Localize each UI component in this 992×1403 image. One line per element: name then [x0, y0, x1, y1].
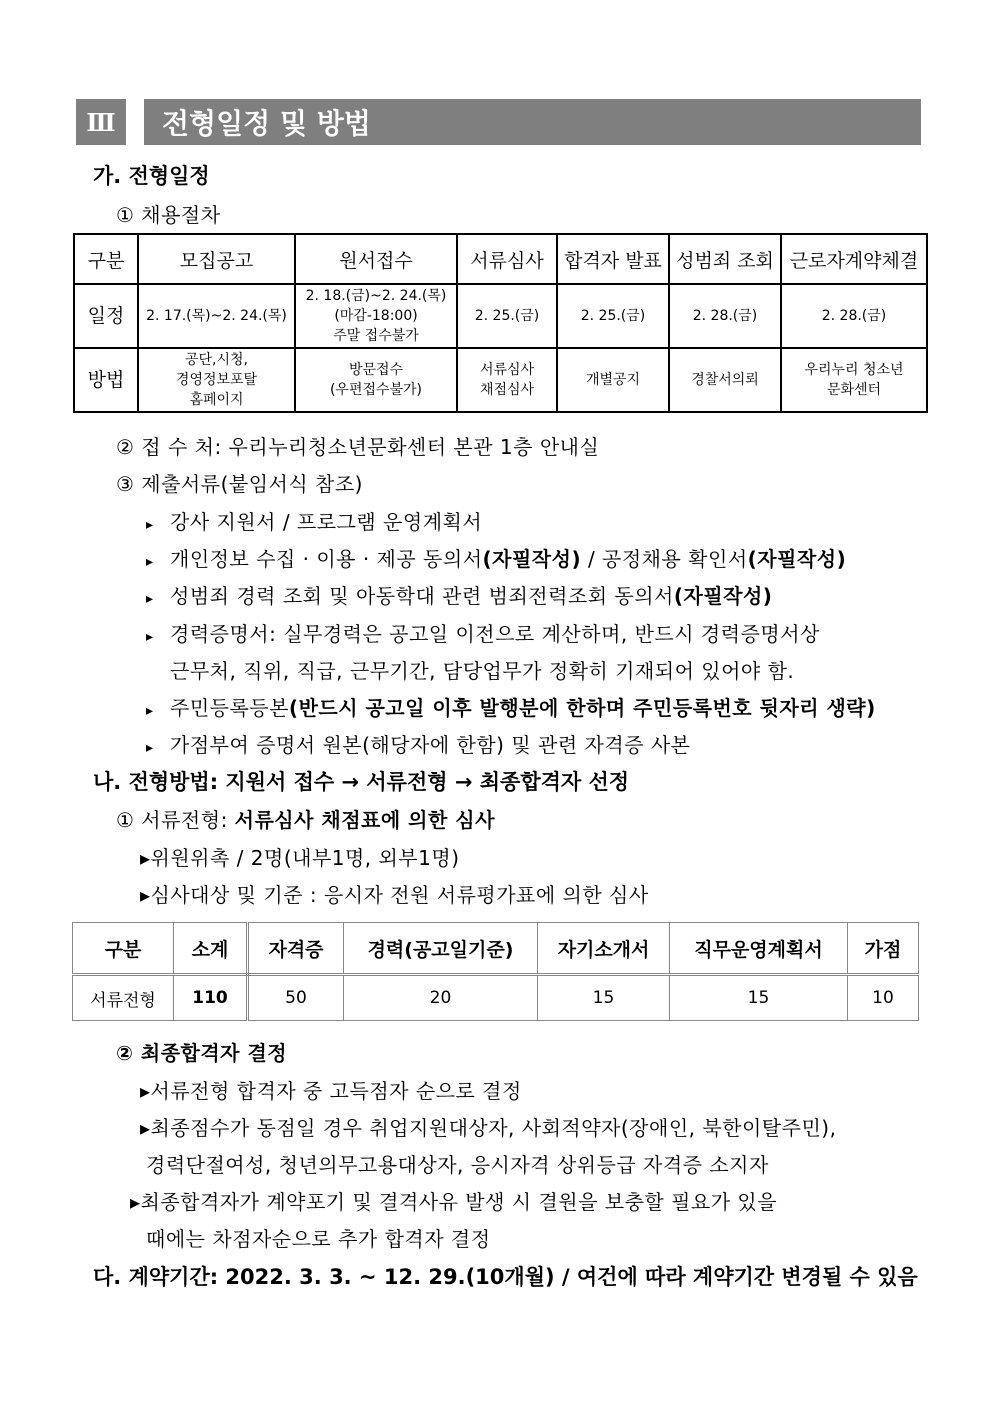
th-recruit-notice: 모집공고	[138, 234, 295, 284]
cell: 경찰서의뢰	[669, 348, 781, 412]
cell	[295, 284, 457, 348]
bullet-text: 최종점수가 동점일 경우 취업지원대상자, 사회적약자(장애인, 북한이탈주민),	[150, 1116, 837, 1140]
bullet-text: 서류전형 합격자 중 고득점자 순으로 결정	[150, 1079, 522, 1103]
th-self-intro: 자기소개서	[538, 923, 670, 975]
doc-item	[146, 543, 846, 572]
doc-item	[146, 618, 820, 647]
th-work-plan: 직무운영계획서	[670, 923, 848, 975]
cell: 2. 28.(금)	[781, 284, 927, 348]
th-crime-check: 성범죄 조회	[669, 234, 781, 284]
bullet-icon: ▸	[140, 1079, 151, 1103]
review-bullet	[140, 842, 460, 871]
bullet-icon: ▸	[146, 591, 154, 607]
doc-text: 개인정보 수집 · 이용 · 제공 동의서	[170, 547, 483, 571]
doc-item	[146, 692, 876, 721]
doc-emphasis: (자필작성)	[747, 547, 847, 571]
section-number: Ⅲ	[76, 99, 126, 145]
final-bullet	[130, 1186, 777, 1215]
doc-text: 경력증명서: 실무경력은 공고일 이전으로 계산하며, 반드시 경력증명서상	[170, 622, 820, 646]
cell	[457, 348, 557, 412]
cell-line: 주말 접수불가	[333, 328, 419, 344]
cell-line: 공단,시청,	[185, 352, 248, 368]
bullet-icon: ▸	[146, 629, 154, 645]
final-bullet-continued: 경력단절여성, 청년의무고용대상자, 응시자격 상위등급 자격증 소지자	[146, 1153, 769, 1177]
cell-line: (마감-18:00)	[334, 308, 418, 324]
bullet-icon: ▸	[146, 517, 154, 533]
th-subtotal: 소계	[174, 923, 248, 975]
cell: 50	[248, 975, 344, 1021]
cell-line: 경영정보포탈	[175, 372, 258, 388]
schedule-table	[73, 233, 928, 413]
bullet-icon: ▸	[140, 846, 151, 870]
doc-emphasis: (반드시 공고일 이후 발행분에 한하며 주민등록번호 뒷자리 생략)	[288, 696, 876, 720]
table-row	[74, 284, 927, 348]
doc-text-continued: 근무처, 직위, 직급, 근무기간, 담당업무가 정확히 기재되어 있어야 함.	[170, 659, 795, 683]
cell	[781, 348, 927, 412]
part-b-heading: 나. 전형방법: 지원서 접수 → 서류전형 → 최종합격자 선정	[93, 770, 630, 794]
cell: 2. 17.(목)~2. 24.(목)	[138, 284, 295, 348]
cell-line: 채점심사	[479, 382, 535, 398]
th-certificate: 자격증	[248, 923, 344, 975]
bullet-icon: ▸	[146, 703, 154, 719]
th-category: 구분	[74, 234, 138, 284]
part-a-item1: ① 채용절차	[116, 203, 221, 227]
cell: 서류전형	[73, 975, 174, 1021]
review-bullet	[140, 879, 649, 908]
bullet-icon: ▸	[140, 1116, 151, 1140]
section-title: 전형일정 및 방법	[144, 99, 921, 145]
scoring-table-header	[73, 923, 919, 975]
doc-text: / 공정채용 확인서	[581, 547, 748, 571]
cell-line: 우리누리 청소년	[804, 362, 904, 378]
row-label-method: 방법	[74, 348, 138, 412]
doc-emphasis: (자필작성)	[673, 584, 773, 608]
part-a-item2: ② 접 수 처: 우리누리청소년문화센터 본관 1층 안내실	[116, 435, 600, 459]
cell-line: 방문접수	[348, 362, 404, 378]
item-label: ① 서류전형:	[116, 808, 235, 832]
th-career: 경력(공고일기준)	[344, 923, 538, 975]
th-announcement: 합격자 발표	[557, 234, 669, 284]
part-c-heading: 다. 계약기간: 2022. 3. 3. ~ 12. 29.(10개월) / 여건에 따라 계약기간 변경될 수 있음	[93, 1265, 918, 1289]
table-row	[73, 975, 919, 1021]
cell	[138, 348, 295, 412]
doc-text: 강사 지원서 / 프로그램 운영계획서	[170, 510, 483, 534]
doc-text: 주민등록등본	[170, 696, 289, 720]
cell-line: 문화센터	[826, 382, 882, 398]
cell-subtotal: 110	[174, 975, 248, 1021]
doc-text: 성범죄 경력 조회 및 아동학대 관련 범죄전력조회 동의서	[170, 584, 674, 608]
cell: 2. 25.(금)	[457, 284, 557, 348]
part-b-item2: ② 최종합격자 결정	[116, 1041, 288, 1065]
cell: 2. 25.(금)	[557, 284, 669, 348]
th-contract: 근로자계약체결	[781, 234, 927, 284]
th-document-review: 서류심사	[457, 234, 557, 284]
item-emphasis: 서류심사 채점표에 의한 심사	[234, 808, 495, 832]
table-row	[74, 348, 927, 412]
part-b-item1	[116, 804, 495, 833]
cell: 개별공지	[557, 348, 669, 412]
cell: 20	[344, 975, 538, 1021]
cell: 15	[670, 975, 848, 1021]
cell-line: 홈페이지	[189, 392, 244, 408]
cell: 15	[538, 975, 670, 1021]
doc-emphasis: (자필작성)	[482, 547, 582, 571]
doc-item	[146, 506, 482, 535]
scoring-table	[72, 922, 919, 1021]
th-application: 원서접수	[295, 234, 457, 284]
cell-line: 서류심사	[479, 362, 535, 378]
final-bullet	[140, 1075, 522, 1104]
part-a-item3: ③ 제출서류(붙임서식 참조)	[116, 472, 363, 496]
th-bonus: 가점	[848, 923, 919, 975]
row-label-schedule: 일정	[74, 284, 138, 348]
th-category: 구분	[73, 923, 174, 975]
bullet-icon: ▸	[146, 554, 154, 570]
bullet-text: 심사대상 및 기준 : 응시자 전원 서류평가표에 의한 심사	[150, 883, 649, 907]
part-a-heading: 가. 전형일정	[93, 164, 210, 188]
cell: 2. 28.(금)	[669, 284, 781, 348]
doc-text: 가점부여 증명서 원본(해당자에 한함) 및 관련 자격증 사본	[170, 733, 691, 757]
doc-item	[146, 729, 690, 758]
doc-item	[146, 580, 772, 609]
bullet-icon: ▸	[130, 1190, 141, 1214]
cell: 10	[848, 975, 919, 1021]
cell	[295, 348, 457, 412]
bullet-icon: ▸	[140, 883, 151, 907]
bullet-icon: ▸	[146, 740, 154, 756]
final-bullet-continued: 때에는 차점자순으로 추가 합격자 결정	[146, 1227, 491, 1251]
cell-line: (우편접수불가)	[329, 382, 423, 398]
bullet-text: 위원위촉 / 2명(내부1명, 외부1명)	[150, 846, 460, 870]
cell-line: 2. 18.(금)~2. 24.(목)	[305, 288, 447, 304]
schedule-table-header	[74, 234, 927, 284]
bullet-text: 최종합격자가 계약포기 및 결격사유 발생 시 결원을 보충할 필요가 있을	[140, 1190, 778, 1214]
final-bullet	[140, 1112, 836, 1141]
